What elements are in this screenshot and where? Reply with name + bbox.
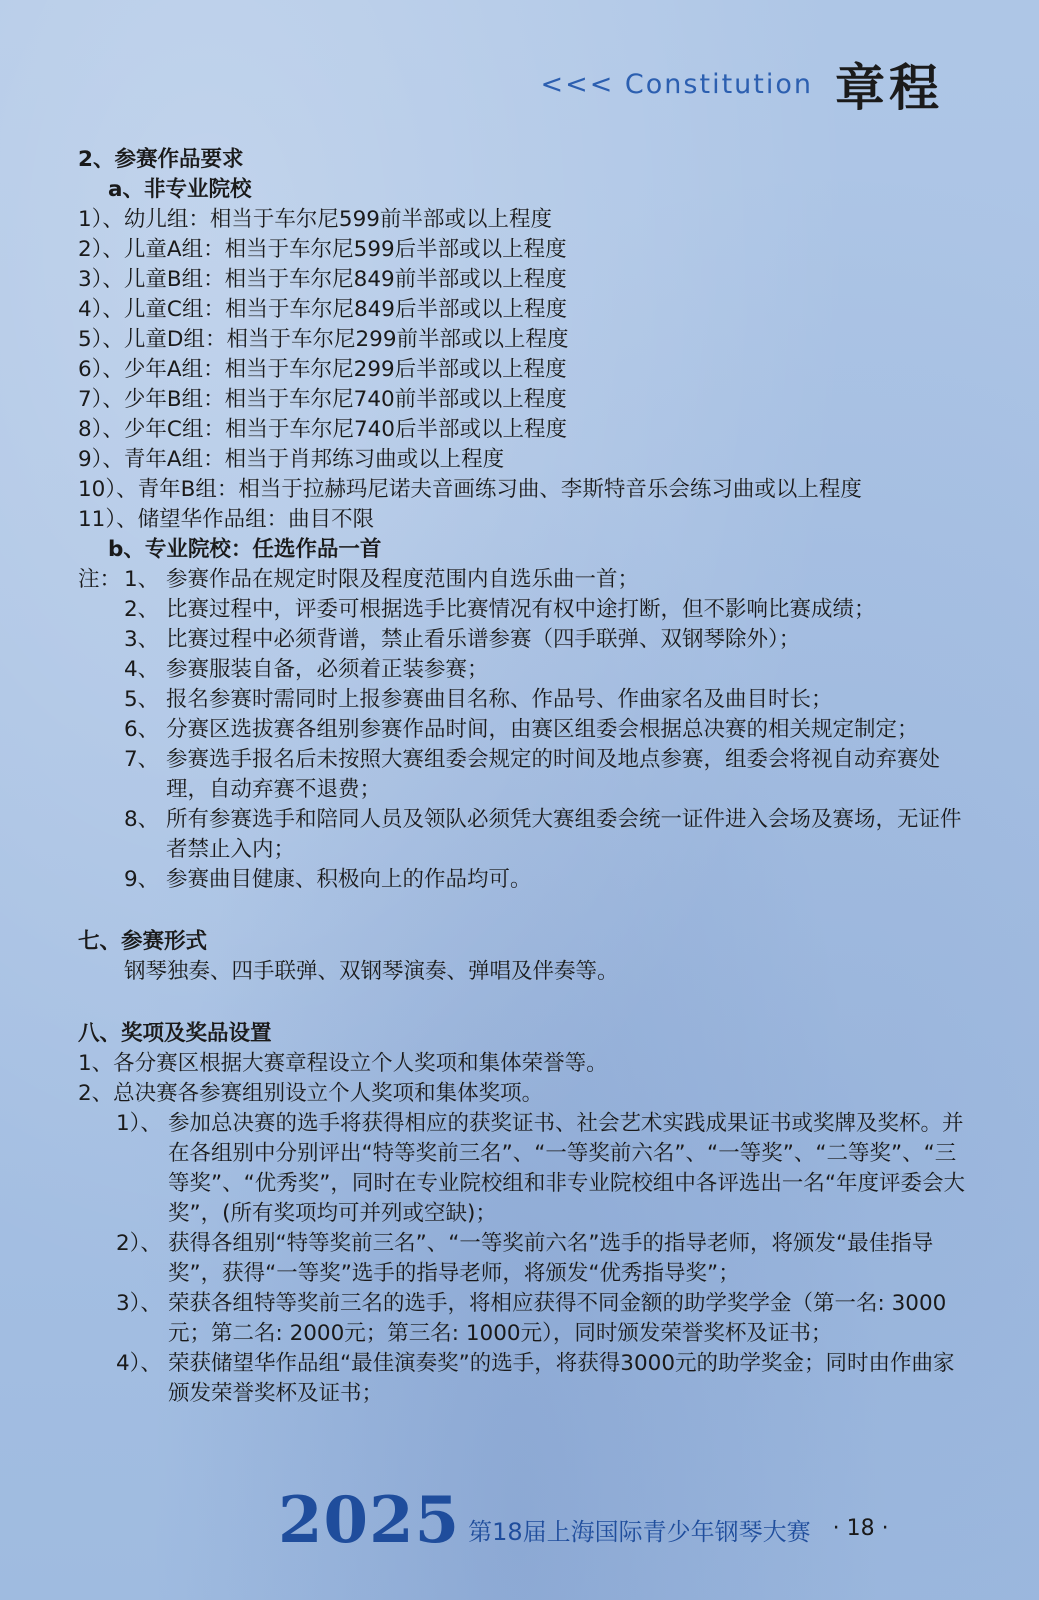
section2-title: 2、参赛作品要求: [78, 147, 244, 172]
note-item: [78, 625, 968, 655]
note-num: 1、: [124, 567, 160, 592]
note-item: [78, 745, 968, 805]
award-item: [78, 1349, 968, 1409]
award-text: 荣获储望华作品组“最佳演奏奖”的选手，将获得3000元的助学奖金；同时由作曲家颁发荣誉奖杯及证书；: [168, 1351, 955, 1406]
note-num: 4、: [124, 657, 160, 682]
note-text: 参赛曲目健康、积极向上的作品均可。: [166, 867, 532, 892]
list-item: 9）、青年A组：相当于肖邦练习曲或以上程度: [78, 447, 505, 472]
footer-year: 2025: [278, 1482, 461, 1558]
note-text: 比赛过程中必须背谱，禁止看乐谱参赛（四手联弹、双钢琴除外）；: [166, 627, 801, 652]
section8-title: 八、奖项及奖品设置: [78, 1021, 272, 1046]
award-item: [78, 1289, 968, 1349]
list-item: 7）、少年B组：相当于车尔尼740前半部或以上程度: [78, 387, 567, 412]
award-item: [78, 1229, 968, 1289]
note-num: 9、: [124, 867, 160, 892]
award-num: 4）、: [116, 1351, 162, 1376]
note-item: [78, 565, 968, 595]
note-text: 参赛选手报名后未按照大赛组委会规定的时间及地点参赛，组委会将视自动弃赛处理，自动弃赛不退费；: [166, 747, 941, 802]
section2-b-title: b、专业院校：任选作品一首: [108, 537, 382, 562]
header-chinese: 章程: [835, 59, 943, 117]
section2-a-title: a、非专业院校: [108, 177, 252, 202]
section7-text: 钢琴独奏、四手联弹、双钢琴演奏、弹唱及伴奏等。: [124, 959, 619, 984]
list-item: 1）、幼儿组：相当于车尔尼599前半部或以上程度: [78, 207, 552, 232]
note-num: 8、: [124, 807, 160, 832]
list-item: 11）、储望华作品组：曲目不限: [78, 507, 375, 532]
award-text: 获得各组别“特等奖前三名”、“一等奖前六名”选手的指导老师，将颁发“最佳指导奖”，获得“一等奖”选手的指导老师，将颁发“优秀指导奖”；: [168, 1231, 934, 1286]
page-number: · 18 ·: [832, 1515, 889, 1541]
note-item: [78, 865, 968, 895]
note-num: 7、: [124, 747, 160, 772]
list-item: 10）、青年B组：相当于拉赫玛尼诺夫音画练习曲、李斯特音乐会练习曲或以上程度: [78, 477, 862, 502]
note-text: 分赛区选拔赛各组别参赛作品时间，由赛区组委会根据总决赛的相关规定制定；: [166, 717, 919, 742]
note-text: 参赛服装自备，必须着正装参赛；: [166, 657, 489, 682]
note-item: [78, 805, 968, 865]
list-item: 5）、儿童D组：相当于车尔尼299前半部或以上程度: [78, 327, 569, 352]
list-item: 8）、少年C组：相当于车尔尼740后半部或以上程度: [78, 417, 567, 442]
section7-title: 七、参赛形式: [78, 929, 208, 954]
note-text: 报名参赛时需同时上报参赛曲目名称、作品号、作曲家名及曲目时长；: [166, 687, 833, 712]
award-num: 2）、: [116, 1231, 162, 1256]
note-text: 所有参赛选手和陪同人员及领队必须凭大赛组委会统一证件进入会场及赛场，无证件者禁止入内；: [166, 807, 962, 862]
page-header: [540, 52, 943, 116]
note-item: [78, 655, 968, 685]
list-item: 1、各分赛区根据大赛章程设立个人奖项和集体荣誉等。: [78, 1051, 608, 1076]
list-item: 2、总决赛各参赛组别设立个人奖项和集体奖项。: [78, 1081, 544, 1106]
document-body: [78, 145, 968, 1409]
list-item: 4）、儿童C组：相当于车尔尼849后半部或以上程度: [78, 297, 567, 322]
award-text: 参加总决赛的选手将获得相应的获奖证书、社会艺术实践成果证书或奖牌及奖杯。并在各组别中分别评出“特等奖前三名”、“一等奖前六名”、“一等奖”、“二等奖”、“三等奖”、“优秀奖”，同时在专业院校组和非专业院校组中各评选出一名“年度评委会大奖”，(所有奖项均可并列或空缺)；: [168, 1111, 966, 1226]
list-item: 2）、儿童A组：相当于车尔尼599后半部或以上程度: [78, 237, 567, 262]
note-item: [78, 715, 968, 745]
list-item: 6）、少年A组：相当于车尔尼299后半部或以上程度: [78, 357, 567, 382]
note-num: 2、: [124, 597, 160, 622]
note-num: 5、: [124, 687, 160, 712]
footer-competition-name: 第18届上海国际青少年钢琴大赛: [468, 1517, 811, 1546]
note-text: 比赛过程中，评委可根据选手比赛情况有权中途打断，但不影响比赛成绩；: [166, 597, 876, 622]
note-label: 注：: [78, 567, 122, 592]
note-num: 6、: [124, 717, 160, 742]
spacer: [78, 895, 968, 927]
list-item: 3）、儿童B组：相当于车尔尼849前半部或以上程度: [78, 267, 567, 292]
note-item: [78, 685, 968, 715]
award-text: 荣获各组特等奖前三名的选手，将相应获得不同金额的助学奖学金（第一名: 3000元；第二名: 2000元；第三名: 1000元），同时颁发荣誉奖杯及证书；: [168, 1291, 947, 1346]
award-item: [78, 1109, 968, 1229]
note-num: 3、: [124, 627, 160, 652]
award-num: 1）、: [116, 1111, 162, 1136]
header-english: <<< Constitution: [540, 68, 813, 100]
award-num: 3）、: [116, 1291, 162, 1316]
note-text: 参赛作品在规定时限及程度范围内自选乐曲一首；: [166, 567, 640, 592]
page-footer: [278, 1470, 889, 1570]
spacer: [78, 987, 968, 1019]
note-item: [78, 595, 968, 625]
